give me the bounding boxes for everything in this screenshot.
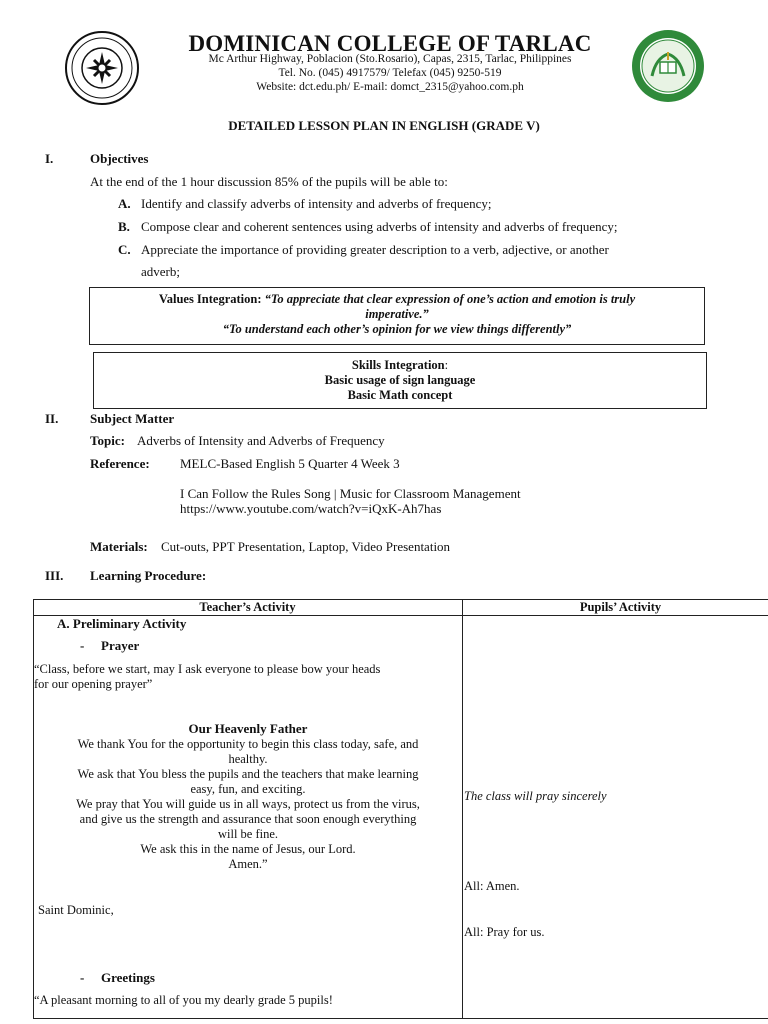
- skills-integration-label: Skills Integration: [351, 358, 445, 372]
- objective-continuation: adverb;: [141, 264, 180, 279]
- learning-procedure-heading: Learning Procedure:: [90, 568, 207, 583]
- objective-text: Compose clear and coherent sentences using adverbs of intensity and adverbs of frequency;: [141, 219, 618, 234]
- objective-text: Identify and classify adverbs of intensity and adverbs of frequency;: [141, 196, 492, 211]
- subject-matter-heading: Subject Matter: [90, 411, 175, 426]
- document-title: DETAILED LESSON PLAN IN ENGLISH (GRADE V): [228, 118, 540, 133]
- greetings-label: Greetings: [101, 970, 155, 985]
- prayer-intro: “Class, before we start, may I ask everyone to please bow your heads: [34, 662, 381, 676]
- prayer-title: Our Heavenly Father: [188, 721, 308, 736]
- skills-line: Basic Math concept: [347, 388, 453, 402]
- prayer-label: Prayer: [101, 638, 140, 653]
- subject-matter-numeral: II.: [45, 411, 59, 426]
- saint-dominic-line: Saint Dominic,: [38, 903, 114, 917]
- values-quote-1b: imperative.”: [365, 307, 429, 321]
- prayer-line: We ask this in the name of Jesus, our Lord.: [140, 842, 356, 856]
- objective-text: Appreciate the importance of providing greater description to a verb, adjective, or another: [141, 242, 609, 257]
- prayer-line: will be fine.: [217, 827, 279, 841]
- pupil-response-amen: All: Amen.: [464, 879, 520, 893]
- prayer-line: We thank You for the opportunity to begin this class today, safe, and: [77, 737, 419, 751]
- college-website: Website: dct.edu.ph/ E-mail: domct_2315@yahoo.com.ph: [256, 81, 524, 93]
- college-telephone: Tel. No. (045) 4917579/ Telefax (045) 9250-519: [278, 67, 502, 79]
- college-address: Mc Arthur Highway, Poblacion (Sto.Rosario), Capas, 2315, Tarlac, Philippines: [208, 53, 572, 65]
- topic-value: Adverbs of Intensity and Adverbs of Frequency: [137, 433, 385, 448]
- dominican-college-seal-icon: [64, 30, 140, 106]
- prayer-line: easy, fun, and exciting.: [190, 782, 306, 796]
- prayer-intro: for our opening prayer”: [34, 677, 153, 691]
- prayer-line: healthy.: [228, 752, 268, 766]
- skills-integration-box: Skills Integration: Basic usage of sign language Basic Math concept: [93, 352, 707, 409]
- college-name: DOMINICAN COLLEGE OF TARLAC: [188, 31, 592, 56]
- values-quote-1a: “To appreciate that clear expression of one’s action and emotion is truly: [264, 292, 636, 306]
- objective-letter: C.: [118, 242, 131, 257]
- pupil-response-pray-for-us: All: Pray for us.: [464, 925, 545, 939]
- topic-label: Topic:: [90, 433, 125, 448]
- table-divider: [462, 599, 463, 1019]
- objective-letter: A.: [118, 196, 131, 211]
- reference-song: I Can Follow the Rules Song | Music for Classroom Management: [180, 486, 521, 501]
- objective-letter: B.: [118, 219, 130, 234]
- college-of-education-seal-icon: [630, 28, 706, 104]
- skills-line: Basic usage of sign language: [324, 373, 476, 387]
- teacher-activity-header: Teacher’s Activity: [199, 600, 296, 614]
- objectives-heading: Objectives: [90, 151, 149, 166]
- objectives-intro: At the end of the 1 hour discussion 85% of the pupils will be able to:: [90, 174, 448, 189]
- prayer-line: Amen.”: [228, 857, 268, 871]
- pupil-response-pray: The class will pray sincerely: [464, 789, 607, 803]
- learning-procedure-numeral: III.: [45, 568, 64, 583]
- reference-label: Reference:: [90, 456, 150, 471]
- reference-value: MELC-Based English 5 Quarter 4 Week 3: [180, 456, 400, 471]
- greetings-dash: -: [80, 970, 85, 985]
- prayer-line: We pray that You will guide us in all ways, protect us from the virus,: [76, 797, 420, 811]
- greetings-line: “A pleasant morning to all of you my dearly grade 5 pupils!: [34, 993, 333, 1007]
- pupils-activity-header: Pupils’ Activity: [579, 600, 662, 614]
- materials-label: Materials:: [90, 539, 148, 554]
- prayer-line: We ask that You bless the pupils and the teachers that make learning: [77, 767, 419, 781]
- prayer-dash: -: [80, 638, 85, 653]
- values-quote-2: “To understand each other’s opinion for we view things differently”: [222, 322, 572, 336]
- values-integration-box: Values Integration: “To appreciate that clear expression of one’s action and emotion is truly imperative.” “To understand each other’s opinion for we view things differently”: [89, 287, 705, 345]
- reference-url: https://www.youtube.com/watch?v=iQxK-Ah7has: [180, 501, 442, 516]
- preliminary-activity-heading: A. Preliminary Activity: [57, 616, 187, 631]
- values-integration-label: Values Integration: [158, 292, 258, 306]
- prayer-line: and give us the strength and assurance that soon enough everything: [79, 812, 417, 826]
- objectives-numeral: I.: [45, 151, 54, 166]
- materials-value: Cut-outs, PPT Presentation, Laptop, Video Presentation: [161, 539, 451, 554]
